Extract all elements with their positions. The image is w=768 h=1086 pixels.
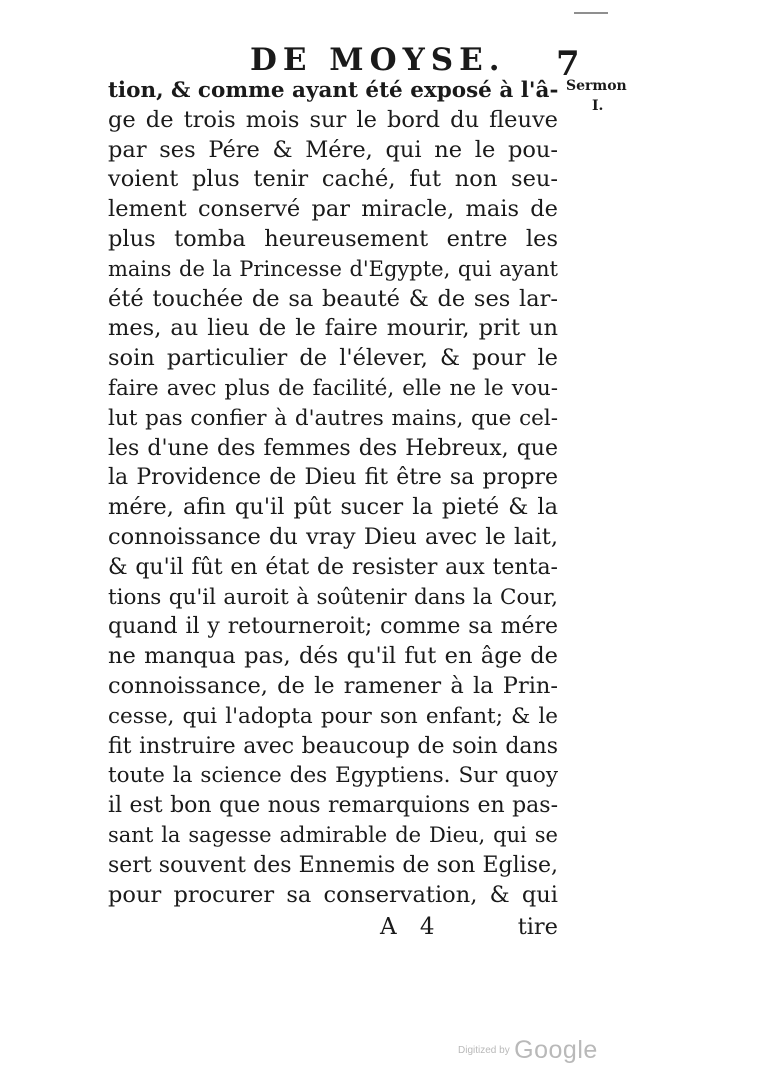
text-line: connoissance du vray Dieu avec le lait, bbox=[108, 523, 558, 550]
text-line: pour procurer sa conservation, & qui bbox=[108, 881, 558, 908]
text-line: la Providence de Dieu fit être sa propre bbox=[108, 465, 558, 491]
text-line: toute la science des Egyptiens. Sur quoy bbox=[108, 763, 558, 789]
text-line: mes, au lieu de le faire mourir, prit un bbox=[108, 315, 558, 342]
text-line: faire avec plus de facilité, elle ne le vou- bbox=[108, 375, 558, 401]
page-number: 7 bbox=[556, 44, 580, 84]
text-line: tions qu'il auroit à soûtenir dans la Cour, bbox=[108, 584, 558, 610]
margin-note-label: Sermon bbox=[566, 78, 627, 94]
running-head-title: DE MOYSE. bbox=[250, 42, 506, 78]
text-line: sant la sagesse admirable de Dieu, qui se bbox=[108, 822, 558, 847]
digitized-watermark bbox=[458, 1036, 598, 1065]
text-line: par ses Pére & Mére, qui ne le pou- bbox=[108, 136, 558, 163]
watermark-prefix: Digitized by bbox=[458, 1045, 510, 1056]
text-line: lement conservé par miracle, mais de bbox=[108, 196, 558, 223]
text-line: mains de la Princesse d'Egypte, qui ayant bbox=[108, 256, 558, 281]
body-text bbox=[108, 76, 558, 910]
page-footer bbox=[108, 914, 558, 944]
text-line: & qu'il fût en état de resister aux tenta- bbox=[108, 554, 558, 580]
text-line: voient plus tenir caché, fut non seu- bbox=[108, 166, 558, 193]
text-line: tion, & comme ayant été exposé à l'â- bbox=[108, 78, 559, 103]
text-line: sert souvent des Ennemis de son Eglise, bbox=[108, 852, 558, 878]
text-line: ne manqua pas, dés qu'il fut en âge de bbox=[108, 643, 558, 670]
signature-mark: A 4 bbox=[380, 914, 443, 940]
margin-note-number: I. bbox=[592, 98, 604, 114]
text-line: été touchée de sa beauté & de ses lar- bbox=[108, 285, 558, 312]
scan-artifact-mark bbox=[574, 12, 608, 14]
text-line: soin particulier de l'élever, & pour le bbox=[108, 345, 558, 372]
text-line: ge de trois mois sur le bord du fleuve bbox=[108, 106, 558, 133]
text-line: plus tomba heureusement entre les bbox=[108, 225, 558, 252]
watermark-brand: Google bbox=[514, 1036, 598, 1064]
text-line: fit instruire avec beaucoup de soin dans bbox=[108, 733, 558, 759]
text-line: il est bon que nous remarquions en pas- bbox=[108, 793, 558, 819]
text-line: mére, afin qu'il pût sucer la pieté & la bbox=[108, 494, 558, 521]
text-line: les d'une des femmes des Hebreux, que bbox=[108, 435, 558, 461]
text-line: lut pas confier à d'autres mains, que cel- bbox=[108, 405, 558, 431]
text-line: connoissance, de le ramener à la Prin- bbox=[108, 672, 558, 699]
text-line: quand il y retourneroit; comme sa mére bbox=[108, 614, 558, 640]
text-line: cesse, qui l'adopta pour son enfant; & le bbox=[108, 703, 558, 729]
catchword: tire bbox=[517, 914, 558, 940]
margin-note bbox=[566, 76, 630, 116]
